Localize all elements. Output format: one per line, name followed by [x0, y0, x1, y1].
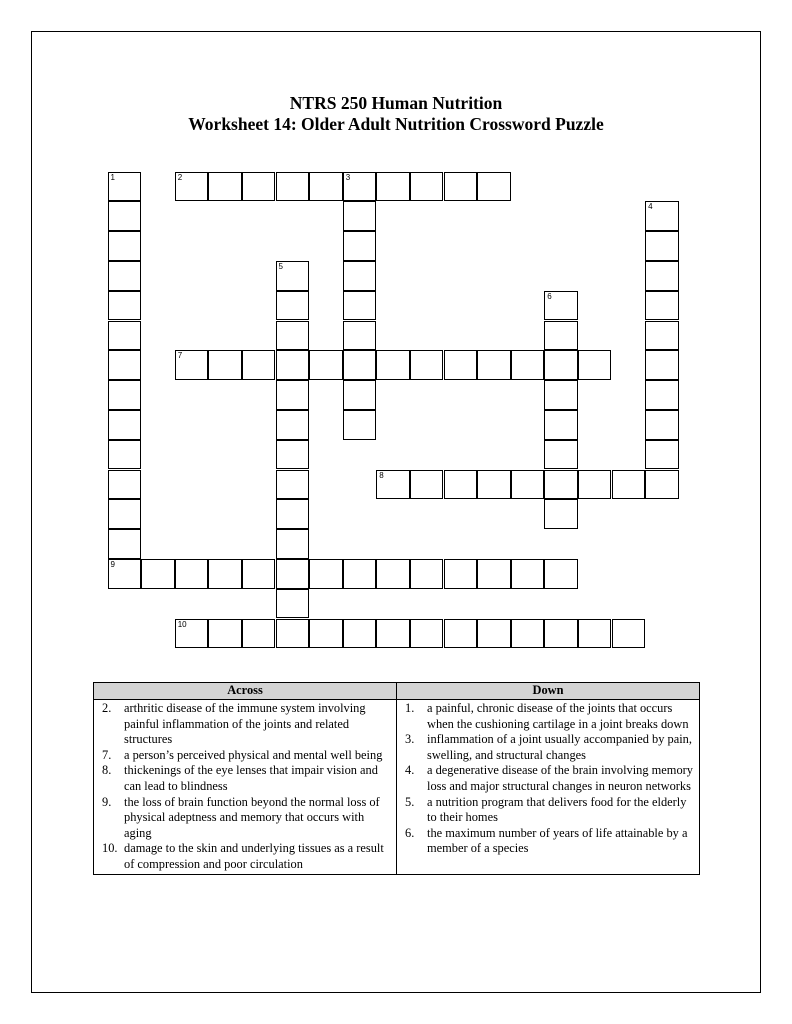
clue-text: a nutrition program that delivers food for the elderly to their homes: [427, 794, 687, 825]
grid-cell[interactable]: [276, 619, 310, 649]
grid-cell[interactable]: [108, 440, 142, 470]
clue-num: 10.: [102, 841, 118, 856]
grid-cell[interactable]: [108, 172, 142, 202]
down-clue: [401, 826, 695, 857]
clue-number: 4: [648, 202, 653, 212]
grid-cell[interactable]: [343, 321, 377, 351]
clue-number: 8: [379, 470, 384, 480]
grid-cell[interactable]: [477, 559, 511, 589]
title-line-2: Worksheet 14: Older Adult Nutrition Crossword Puzzle: [188, 114, 604, 134]
grid-cell[interactable]: [376, 470, 410, 500]
grid-cell[interactable]: [477, 172, 511, 202]
grid-cell[interactable]: [544, 470, 578, 500]
grid-cell[interactable]: [544, 410, 578, 440]
grid-cell[interactable]: [343, 410, 377, 440]
grid-cell[interactable]: [645, 231, 679, 261]
grid-cell[interactable]: [578, 619, 612, 649]
grid-cell[interactable]: [208, 559, 242, 589]
clue-table: [93, 682, 700, 875]
clue-num: 3.: [405, 732, 415, 747]
across-header: Across: [94, 683, 397, 700]
grid-cell[interactable]: [612, 619, 646, 649]
grid-cell[interactable]: [108, 321, 142, 351]
grid-cell[interactable]: [343, 559, 377, 589]
grid-cell[interactable]: [276, 261, 310, 291]
grid-cell[interactable]: [276, 321, 310, 351]
grid-cell[interactable]: [276, 499, 310, 529]
grid-cell[interactable]: [276, 529, 310, 559]
clue-number: 1: [110, 172, 115, 182]
grid-cell[interactable]: [309, 559, 343, 589]
grid-cell[interactable]: [444, 470, 478, 500]
clue-text: a degenerative disease of the brain involving memory loss and major structural changes in neuron networks: [427, 763, 693, 793]
clue-text: a person’s perceived physical and mental well being: [124, 747, 383, 762]
grid-cell[interactable]: [645, 350, 679, 380]
clue-num: 8.: [102, 763, 112, 778]
grid-cell[interactable]: [175, 559, 209, 589]
grid-cell[interactable]: [108, 291, 142, 321]
grid-cell[interactable]: [444, 619, 478, 649]
across-clue: [98, 841, 392, 872]
clue-text: a painful, chronic disease of the joints that occurs when the cushioning cartilage in a joint breaks down: [427, 701, 689, 731]
grid-cell[interactable]: [242, 559, 276, 589]
grid-cell[interactable]: [410, 350, 444, 380]
grid-cell[interactable]: [276, 172, 310, 202]
grid-cell[interactable]: [343, 261, 377, 291]
grid-cell[interactable]: [645, 440, 679, 470]
clue-text: thickenings of the eye lenses that impair vision and can lead to blindness: [124, 763, 378, 793]
grid-cell[interactable]: [276, 410, 310, 440]
across-clue: [98, 748, 392, 764]
grid-cell[interactable]: [376, 559, 410, 589]
grid-cell[interactable]: [108, 350, 142, 380]
across-clue: [98, 763, 392, 794]
clue-num: 6.: [405, 825, 415, 840]
grid-cell[interactable]: [511, 619, 545, 649]
grid-cell[interactable]: [276, 589, 310, 619]
grid-cell[interactable]: [645, 410, 679, 440]
grid-cell[interactable]: [511, 470, 545, 500]
down-clue: [401, 795, 695, 826]
grid-cell[interactable]: [242, 350, 276, 380]
grid-cell[interactable]: [108, 380, 142, 410]
clue-num: 1.: [405, 701, 415, 715]
across-clues: [94, 700, 397, 875]
grid-cell[interactable]: [242, 619, 276, 649]
grid-cell[interactable]: [645, 321, 679, 351]
clue-text: the loss of brain function beyond the normal loss of physical adeptness and memory that occurs with aging: [124, 794, 380, 840]
grid-cell[interactable]: [544, 380, 578, 410]
grid-cell[interactable]: [544, 619, 578, 649]
grid-cell[interactable]: [276, 291, 310, 321]
grid-cell[interactable]: [578, 350, 612, 380]
grid-cell[interactable]: [108, 261, 142, 291]
grid-cell[interactable]: [108, 201, 142, 231]
clue-num: 5.: [405, 794, 415, 809]
clue-text: damage to the skin and underlying tissues as a result of compression and poor circulation: [124, 841, 384, 871]
across-clue: [98, 795, 392, 842]
grid-cell[interactable]: [175, 619, 209, 649]
grid-cell[interactable]: [208, 619, 242, 649]
clue-num: 7.: [102, 747, 112, 762]
grid-cell[interactable]: [544, 499, 578, 529]
grid-cell[interactable]: [343, 619, 377, 649]
grid-cell[interactable]: [108, 410, 142, 440]
title-line-1: NTRS 250 Human Nutrition: [289, 93, 503, 113]
grid-cell[interactable]: [410, 619, 444, 649]
grid-cell[interactable]: [309, 619, 343, 649]
grid-cell[interactable]: [410, 559, 444, 589]
clue-number: 6: [547, 291, 552, 301]
grid-cell[interactable]: [108, 529, 142, 559]
down-clue: [401, 701, 695, 732]
grid-cell[interactable]: [108, 231, 142, 261]
clue-text: arthritic disease of the immune system involving painful inflammation of the joints and related structures: [124, 701, 366, 747]
grid-cell[interactable]: [376, 350, 410, 380]
down-clue: [401, 732, 695, 763]
grid-cell[interactable]: [276, 470, 310, 500]
clue-text: inflammation of a joint usually accompanied by pain, swelling, and structural changes: [427, 732, 692, 762]
grid-cell[interactable]: [208, 350, 242, 380]
grid-cell[interactable]: [376, 619, 410, 649]
grid-cell[interactable]: [309, 350, 343, 380]
grid-cell[interactable]: [544, 440, 578, 470]
grid-cell[interactable]: [276, 440, 310, 470]
clue-number: 7: [177, 351, 183, 361]
grid-cell[interactable]: [477, 350, 511, 380]
grid-cell[interactable]: [276, 559, 310, 589]
down-clues: [397, 700, 700, 875]
grid-cell[interactable]: [544, 291, 578, 321]
grid-cell[interactable]: [444, 350, 478, 380]
grid-cell[interactable]: [444, 172, 478, 202]
grid-cell[interactable]: [544, 321, 578, 351]
grid-cell[interactable]: [578, 470, 612, 500]
clue-number: 2: [177, 172, 183, 182]
clue-num: 2.: [102, 701, 112, 715]
clue-number: 5: [278, 261, 283, 271]
clue-text: the maximum number of years of life attainable by a member of a species: [427, 825, 688, 856]
grid-cell[interactable]: [108, 470, 142, 500]
grid-cell[interactable]: [276, 380, 310, 410]
grid-cell[interactable]: [343, 231, 377, 261]
grid-cell[interactable]: [108, 559, 142, 589]
down-clue: [401, 763, 695, 794]
grid-cell[interactable]: [376, 172, 410, 202]
grid-cell[interactable]: [645, 470, 679, 500]
grid-cell[interactable]: [444, 559, 478, 589]
grid-cell[interactable]: [242, 172, 276, 202]
grid-cell[interactable]: [343, 201, 377, 231]
clue-number: 10: [177, 619, 187, 629]
across-clue: [98, 701, 392, 748]
grid-cell[interactable]: [645, 291, 679, 321]
grid-cell[interactable]: [208, 172, 242, 202]
grid-cell[interactable]: [108, 499, 142, 529]
clue-number: 9: [110, 559, 115, 569]
grid-cell[interactable]: [477, 619, 511, 649]
grid-cell[interactable]: [276, 350, 310, 380]
down-header: Down: [397, 683, 700, 700]
clue-num: 9.: [102, 794, 112, 809]
grid-cell[interactable]: [612, 470, 646, 500]
grid-cell[interactable]: [645, 201, 679, 231]
grid-cell[interactable]: [544, 559, 578, 589]
grid-cell[interactable]: [645, 380, 679, 410]
grid-cell[interactable]: [544, 350, 578, 380]
grid-cell[interactable]: [477, 470, 511, 500]
grid-cell[interactable]: [511, 350, 545, 380]
grid-cell[interactable]: [410, 470, 444, 500]
grid-cell[interactable]: [343, 172, 377, 202]
grid-cell[interactable]: [141, 559, 175, 589]
grid-cell[interactable]: [175, 350, 209, 380]
grid-cell[interactable]: [645, 261, 679, 291]
clue-number: 3: [345, 172, 351, 182]
grid-cell[interactable]: [343, 291, 377, 321]
grid-cell[interactable]: [343, 350, 377, 380]
grid-cell[interactable]: [410, 172, 444, 202]
clue-num: 4.: [405, 763, 415, 778]
grid-cell[interactable]: [511, 559, 545, 589]
grid-cell[interactable]: [309, 172, 343, 202]
grid-cell[interactable]: [175, 172, 209, 202]
grid-cell[interactable]: [343, 380, 377, 410]
